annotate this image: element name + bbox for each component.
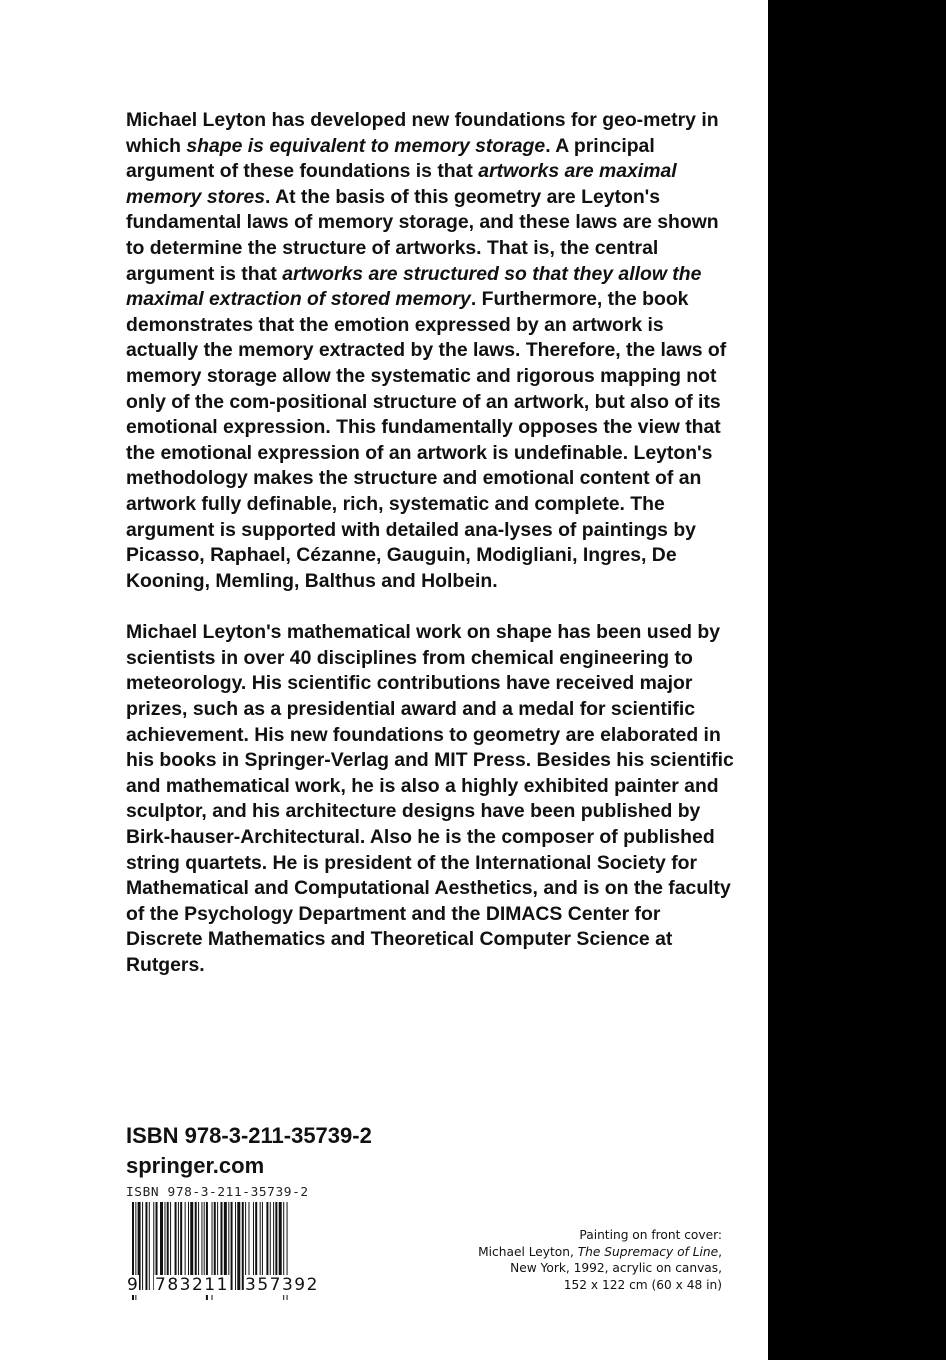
credit-painting-title: The Supremacy of Line: [577, 1244, 719, 1259]
barcode-isbn-text: ISBN 978-3-211-35739-2: [126, 1185, 309, 1200]
barcode-bar: [142, 1202, 143, 1290]
barcode: [126, 1185, 341, 1302]
barcode-bar: [145, 1202, 147, 1290]
barcode-digit-first: 9: [127, 1275, 138, 1295]
isbn-block: [126, 1121, 372, 1181]
barcode-bar: [231, 1202, 233, 1290]
blurb-text-run: . Furthermore, the book demonstrates that the emotion expressed by an artwork is actually the memory extracted by the laws. Therefore, the laws of memory storage allow the systematic and rigorous mapping not only of the com-positional structure of an artwork, but also of its emotional expression. This fundamentally opposes the view that the emotional expression of an artwork is undefinable. Leyton's methodology makes the structure and emotional content of an artwork fully definable, rich, systematic and complete. The argument is supported with detailed ana-lyses of paintings by Picasso, Raphael, Cézanne, Gauguin, Modigliani, Ingres, De Kooning, Memling, Balthus and Holbein.: [126, 288, 727, 592]
blurb-text-run: Michael Leyton has developed new foundations for geo-metry in which: [126, 109, 719, 157]
cover-credit: [462, 1227, 722, 1293]
barcode-bar: [237, 1202, 240, 1290]
blurb-paragraph-1: [126, 108, 736, 594]
blurb-emphasis: shape is equivalent to memory storage: [186, 134, 546, 157]
black-side-band: [768, 0, 946, 1360]
blurb-paragraph-2: Michael Leyton's mathematical work on shape has been used by scientists in over 40 disciplines from chemical engineering to meteorology. His scientific contributions have received major prizes, such as a presidential award and a medal for scientific achievement. His new foundations to geometry are elaborated in his books in Springer-Verlag and MIT Press. Besides his scientific and mathematical work, he is also a highly exhibited painter and sculptor, and his architecture designs have been published by Birk-hauser-Architectural. Also he is the composer of published string quartets. He is president of the International Society for Mathematical and Computational Aesthetics, and is on the faculty of the Psychology Department and the DIMACS Center for Discrete Mathematics and Theoretical Computer Science at Rutgers.: [126, 621, 734, 976]
back-cover-text: [126, 108, 736, 979]
barcode-bar: [235, 1202, 236, 1290]
barcode-bar: [149, 1202, 150, 1290]
isbn-label: ISBN 978-3-211-35739-2: [126, 1123, 372, 1148]
credit-artist: Michael Leyton,: [478, 1244, 578, 1259]
credit-comma: ,: [718, 1244, 722, 1259]
blurb-text-run: . A principal argument of these foundations is that: [126, 134, 655, 183]
barcode-digits-right: 357392: [245, 1275, 319, 1295]
blurb-emphasis: artworks are maximal memory stores: [126, 160, 677, 208]
credit-line-2: [462, 1244, 722, 1261]
publisher-site: springer.com: [126, 1153, 265, 1178]
credit-line-1: Painting on front cover:: [579, 1228, 722, 1242]
credit-line-4: 152 x 122 cm (60 x 48 in): [563, 1277, 722, 1292]
credit-line-3: New York, 1992, acrylic on canvas,: [510, 1261, 722, 1276]
blurb-text-run: . At the basis of this geometry are Leyton's fundamental laws of memory storage, and these laws are shown to determine the structure of artworks. That is, the central argument is that: [126, 185, 719, 285]
blurb-emphasis: artworks are structured so that they allow the maximal extraction of stored memory: [126, 262, 702, 311]
barcode-digits-left: 783211: [155, 1275, 229, 1295]
